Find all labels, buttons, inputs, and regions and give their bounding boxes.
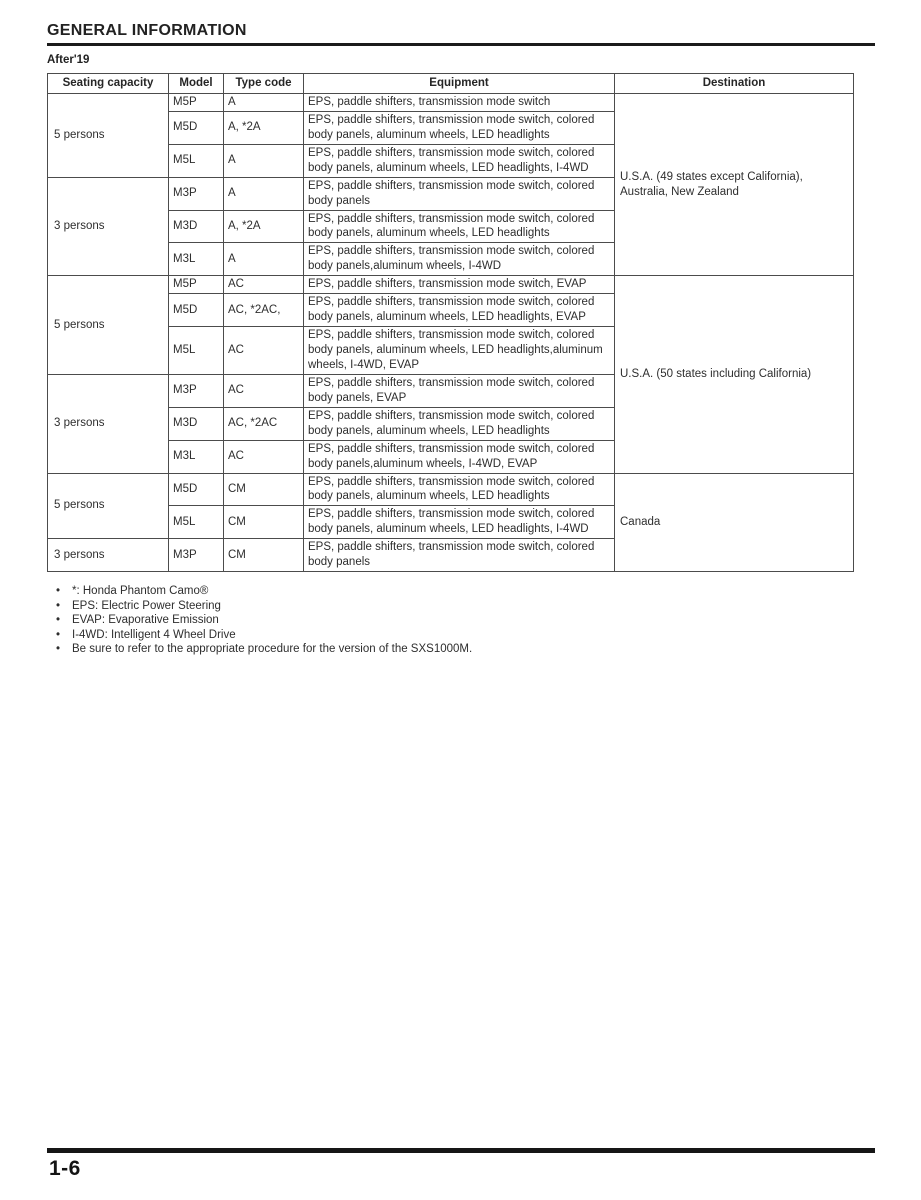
type-code-cell: AC, *2AC, [224,294,304,327]
footer-rule [47,1148,875,1153]
type-code-cell: A [224,243,304,276]
note-item [47,629,877,641]
spec-table-head [48,74,854,94]
model-cell: M5P [169,276,224,294]
seating-capacity-cell: 3 persons [48,374,169,473]
column-header-equipment: Equipment [304,74,615,94]
note-text: EPS: Electric Power Steering [72,599,221,612]
type-code-cell: A [224,144,304,177]
table-row [48,276,854,294]
bullet-marker: • [56,585,61,598]
model-year-label: After'19 [47,54,90,66]
page-title: GENERAL INFORMATION [47,22,247,39]
page-content [47,22,877,658]
bullet-marker: • [56,614,61,627]
bullet-marker: • [56,599,61,612]
section-header [47,22,875,46]
seating-capacity-cell: 5 persons [48,93,169,177]
model-cell: M3D [169,210,224,243]
note-item [47,585,877,597]
note-text: Be sure to refer to the appropriate procedure for the version of the SXS1000M. [72,643,473,656]
equipment-cell: EPS, paddle shifters, transmission mode switch, colored body panels, aluminum wheels, LED headlights, I-4WD [304,144,615,177]
equipment-cell: EPS, paddle shifters, transmission mode switch, colored body panels [304,539,615,572]
type-code-cell: AC [224,440,304,473]
bullet-marker: • [56,643,61,656]
model-cell: M5D [169,294,224,327]
type-code-cell: AC [224,276,304,294]
column-header-destination: Destination [615,74,854,94]
type-code-cell: CM [224,506,304,539]
equipment-cell: EPS, paddle shifters, transmission mode switch, colored body panels [304,177,615,210]
note-item [47,643,877,655]
destination-cell: U.S.A. (50 states including California) [615,276,854,473]
page-number: 1-6 [49,1157,81,1180]
equipment-cell: EPS, paddle shifters, transmission mode switch, colored body panels,aluminum wheels, I-4WD, EVAP [304,440,615,473]
seating-capacity-cell: 5 persons [48,473,169,539]
type-code-cell: A [224,93,304,111]
note-item [47,614,877,626]
model-cell: M5L [169,144,224,177]
equipment-cell: EPS, paddle shifters, transmission mode switch, colored body panels,aluminum wheels, I-4WD [304,243,615,276]
equipment-cell: EPS, paddle shifters, transmission mode switch, colored body panels, aluminum wheels, LED headlights [304,407,615,440]
note-text: EVAP: Evaporative Emission [72,614,219,627]
note-text: I-4WD: Intelligent 4 Wheel Drive [72,628,236,641]
model-cell: M5L [169,506,224,539]
equipment-cell: EPS, paddle shifters, transmission mode switch, colored body panels, aluminum wheels, LED headlights, I-4WD [304,506,615,539]
equipment-cell: EPS, paddle shifters, transmission mode switch, colored body panels, EVAP [304,374,615,407]
column-header-model: Model [169,74,224,94]
bullet-marker: • [56,628,61,641]
type-code-cell: AC [224,327,304,375]
spec-table-body [48,93,854,571]
notes-list [47,585,877,655]
type-code-cell: CM [224,473,304,506]
type-code-cell: AC [224,374,304,407]
table-row [48,473,854,506]
model-cell: M5D [169,473,224,506]
model-cell: M3L [169,243,224,276]
equipment-cell: EPS, paddle shifters, transmission mode switch, colored body panels, aluminum wheels, LED headlights [304,210,615,243]
equipment-cell: EPS, paddle shifters, transmission mode switch, colored body panels, aluminum wheels, LED headlights [304,111,615,144]
column-header-type-code: Type code [224,74,304,94]
note-item [47,600,877,612]
model-cell: M5D [169,111,224,144]
column-header-seating-capacity: Seating capacity [48,74,169,94]
type-code-cell: CM [224,539,304,572]
model-cell: M5P [169,93,224,111]
model-cell: M3D [169,407,224,440]
type-code-cell: A [224,177,304,210]
type-code-cell: A, *2A [224,210,304,243]
seating-capacity-cell: 5 persons [48,276,169,375]
equipment-cell: EPS, paddle shifters, transmission mode switch, colored body panels, aluminum wheels, LED headlights, EVAP [304,294,615,327]
seating-capacity-cell: 3 persons [48,539,169,572]
destination-cell: U.S.A. (49 states except California), Australia, New Zealand [615,93,854,275]
table-row [48,93,854,111]
note-text: *: Honda Phantom Camo® [72,585,209,598]
equipment-cell: EPS, paddle shifters, transmission mode switch [304,93,615,111]
type-code-cell: AC, *2AC [224,407,304,440]
model-cell: M3P [169,374,224,407]
model-cell: M3L [169,440,224,473]
model-cell: M5L [169,327,224,375]
table-header-row [48,74,854,94]
equipment-cell: EPS, paddle shifters, transmission mode switch, colored body panels, aluminum wheels, LED headlights [304,473,615,506]
spec-table [47,73,854,572]
model-cell: M3P [169,539,224,572]
model-cell: M3P [169,177,224,210]
type-code-cell: A, *2A [224,111,304,144]
equipment-cell: EPS, paddle shifters, transmission mode switch, EVAP [304,276,615,294]
destination-cell: Canada [615,473,854,572]
equipment-cell: EPS, paddle shifters, transmission mode switch, colored body panels, aluminum wheels, LED headlights,aluminum wheels, I-4WD, EVAP [304,327,615,375]
seating-capacity-cell: 3 persons [48,177,169,276]
